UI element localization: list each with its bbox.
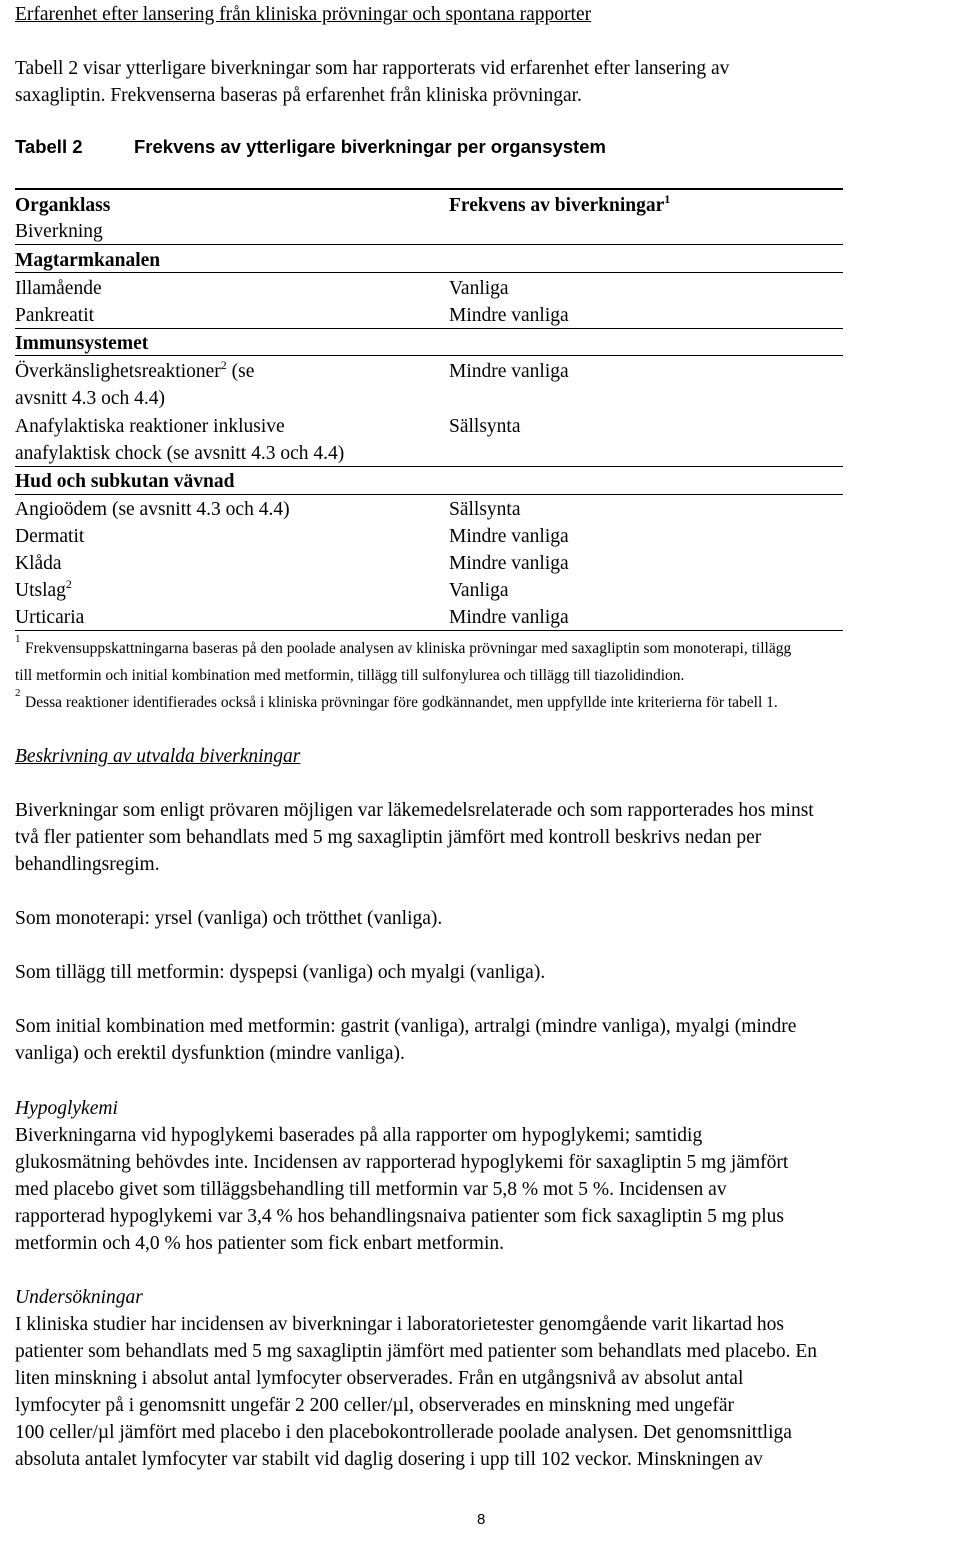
- table-row-name: Illamående: [15, 278, 102, 299]
- group-title: Magtarmkanalen: [15, 250, 161, 271]
- group-title: Hud och subkutan vävnad: [15, 471, 235, 492]
- selected-p2: Som monoterapi: yrsel (vanliga) och trötthet (vanliga).: [15, 908, 443, 929]
- header-organklass: Organklass: [15, 195, 111, 216]
- intro-line-1: Tabell 2 visar ytterligare biverkningar som har rapporterats vid erfarenhet efter lansering av: [15, 58, 730, 79]
- hypo-line-3: med placebo givet som tilläggsbehandling till metformin var 5,8 % mot 5 %. Incidensen av: [15, 1179, 727, 1200]
- selected-p4-line-2: vanliga) och erektil dysfunktion (mindre vanliga).: [15, 1043, 405, 1064]
- table-row-name: Överkänslighetsreaktioner$^2$ (se: [15, 358, 255, 382]
- table-row-name: Anafylaktiska reaktioner inklusive: [15, 416, 285, 437]
- table-row-freq: Vanliga: [449, 580, 509, 601]
- table-rule: [15, 272, 843, 273]
- hypo-line-2: glukosmätning behövdes inte. Incidensen av rapporterad hypoglykemi för saxagliptin 5 mg jämfört: [15, 1152, 789, 1173]
- lab-line-6: absoluta antalet lymfocyter var stabilt vid daglig dosering i upp till 102 veckor. Minskningen av: [15, 1449, 763, 1470]
- lab-heading: Undersökningar: [15, 1287, 143, 1308]
- section-heading: Erfarenhet efter lansering från kliniska prövningar och spontana rapporter: [15, 4, 592, 25]
- selected-p1-line-3: behandlingsregim.: [15, 854, 160, 875]
- selected-p1-line-2: två fler patienter som behandlats med 5 mg saxagliptin jämfört med kontroll beskrivs nedan per: [15, 827, 762, 848]
- table-caption: Frekvens av ytterligare biverkningar per organsystem: [134, 136, 606, 157]
- table-row-freq: Mindre vanliga: [449, 305, 569, 326]
- table-rule: [15, 466, 843, 467]
- lab-line-1: I kliniska studier har incidensen av biverkningar i laboratorietester genomgående varit likartad hos: [15, 1314, 784, 1335]
- footnote-1-line-1: Frekvensuppskattningarna baseras på den poolade analysen av kliniska prövningar med saxagliptin som monoterapi, tillägg: [25, 640, 792, 657]
- table-rule: [15, 494, 843, 495]
- table-rule: [15, 355, 843, 356]
- footnote-2-line-1: Dessa reaktioner identifierades också i kliniska prövningar före godkännandet, men uppfyllde inte kriterierna för tabell 1.: [25, 694, 778, 711]
- intro-line-2: saxagliptin. Frekvenserna baseras på erfarenhet från kliniska prövningar.: [15, 85, 582, 106]
- hypo-line-1: Biverkningarna vid hypoglykemi baserades på alla rapporter om hypoglykemi; samtidig: [15, 1125, 703, 1146]
- table-bottom-rule: [15, 630, 843, 631]
- table-rule: [15, 328, 843, 329]
- table-row-freq: Mindre vanliga: [449, 361, 569, 382]
- page-number: 8: [477, 1511, 486, 1528]
- footnote-2-mark: 2: [15, 687, 21, 699]
- table-row-name: Pankreatit: [15, 305, 95, 326]
- table-row-freq: Mindre vanliga: [449, 553, 569, 574]
- lab-line-5: 100 celler/µl jämfört med placebo i den placebokontrollerade poolade analysen. Det genomsnittliga: [15, 1422, 792, 1443]
- selected-p4-line-1: Som initial kombination med metformin: gastrit (vanliga), artralgi (mindre vanliga), myalgi (mindre: [15, 1016, 797, 1037]
- footnote-1-mark: 1: [15, 633, 21, 645]
- table-row-freq: Mindre vanliga: [449, 526, 569, 547]
- selected-p1-line-1: Biverkningar som enligt prövaren möjligen var läkemedelsrelaterade och som rapporterades hos minst: [15, 800, 814, 821]
- table-row-freq: Mindre vanliga: [449, 607, 569, 628]
- header-frekvens: Frekvens av biverkningar$^1$: [449, 192, 671, 216]
- table-row-name-cont: avsnitt 4.3 och 4.4): [15, 388, 166, 409]
- table-row-name: Dermatit: [15, 526, 85, 547]
- table-row-name-cont: anafylaktisk chock (se avsnitt 4.3 och 4.4): [15, 443, 345, 464]
- table-row-name: Urticaria: [15, 607, 85, 628]
- hypo-line-5: metformin och 4,0 % hos patienter som fick enbart metformin.: [15, 1233, 504, 1254]
- lab-line-4: lymfocyter på i genomsnitt ungefär 2 200 celler/µl, observerades en minskning med ungefär: [15, 1395, 734, 1416]
- hypo-line-4: rapporterad hypoglykemi var 3,4 % hos behandlingsnaiva patienter som fick saxagliptin 5 mg plus: [15, 1206, 784, 1227]
- table-top-rule: [15, 188, 843, 190]
- table-row-name: Utslag$^2$: [15, 577, 72, 601]
- table-row-name: Klåda: [15, 553, 62, 574]
- table-row-name: Angioödem (se avsnitt 4.3 och 4.4): [15, 499, 290, 520]
- hypo-heading: Hypoglykemi: [15, 1098, 118, 1119]
- table-row-freq: Sällsynta: [449, 416, 521, 437]
- table-rule: [15, 244, 843, 245]
- group-title: Immunsystemet: [15, 333, 149, 354]
- lab-line-2: patienter som behandlats med 5 mg saxagliptin jämfört med patienter som behandlats med placebo. En: [15, 1341, 817, 1362]
- table-row-freq: Sällsynta: [449, 499, 521, 520]
- table-label: Tabell 2: [15, 136, 83, 157]
- footnote-1-line-2: till metformin och initial kombination med metformin, tillägg till sulfonylurea och tillägg till tiazolidindion.: [15, 667, 685, 684]
- header-biverkning: Biverkning: [15, 221, 103, 242]
- selected-p3: Som tillägg till metformin: dyspepsi (vanliga) och myalgi (vanliga).: [15, 962, 546, 983]
- selected-heading: Beskrivning av utvalda biverkningar: [15, 746, 301, 767]
- lab-line-3: liten minskning i absolut antal lymfocyter observerades. Från en utgångsnivå av absolut antal: [15, 1368, 744, 1389]
- table-row-freq: Vanliga: [449, 278, 509, 299]
